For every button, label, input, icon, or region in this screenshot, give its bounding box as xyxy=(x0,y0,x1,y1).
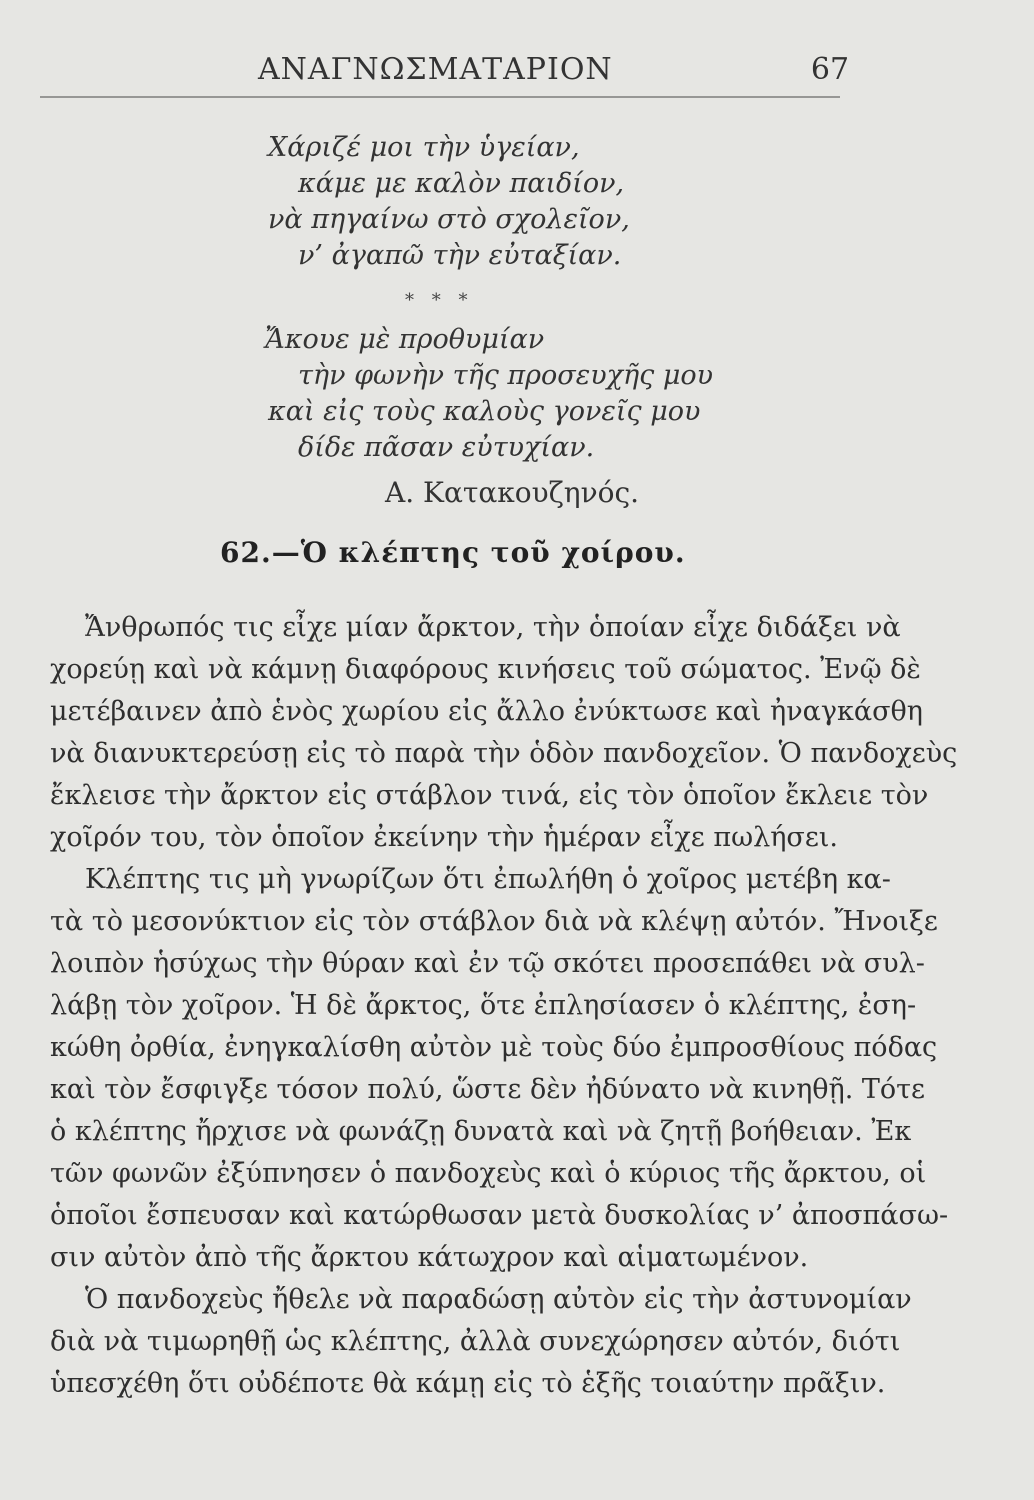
text-line: τὰ τὸ μεσονύκτιον εἰς τὸν στάβλον διὰ νὰ κλέψῃ αὐτόν. Ἤνοιξε xyxy=(50,906,938,937)
text-line: καὶ τὸν ἔσφιγξε τόσον πολύ, ὥστε δὲν ἠδύνατο νὰ κινηθῇ. Τότε xyxy=(50,1074,926,1105)
text-line: νὰ διανυκτερεύσῃ εἰς τὸ παρὰ τὴν ὁδὸν πανδοχεῖον. Ὁ πανδοχεὺς xyxy=(50,738,958,769)
poem-line: δίδε πᾶσαν εὐτυχίαν. xyxy=(298,432,595,463)
section-heading: 62.—Ὁ κλέπτης τοῦ χοίρου. xyxy=(220,536,686,569)
text-line: ὁ κλέπτης ἤρχισε νὰ φωνάζῃ δυνατὰ καὶ νὰ ζητῇ βοήθειαν. Ἐκ xyxy=(50,1116,912,1147)
text-line: Ὁ πανδοχεὺς ἤθελε νὰ παραδώσῃ αὐτὸν εἰς τὴν ἀστυνομίαν xyxy=(85,1284,912,1315)
text-line: διὰ νὰ τιμωρηθῇ ὡς κλέπτης, ἀλλὰ συνεχώρησεν αὐτόν, διότι xyxy=(50,1326,901,1357)
poem-line: Ἄκουε μὲ προθυμίαν xyxy=(265,324,545,355)
text-line: λάβῃ τὸν χοῖρον. Ἡ δὲ ἄρκτος, ὅτε ἐπλησίασεν ὁ κλέπτης, ἐση- xyxy=(50,990,917,1021)
text-line: χοῖρόν του, τὸν ὁποῖον ἐκείνην τὴν ἡμέραν εἶχε πωλήσει. xyxy=(50,822,838,853)
text-line: τῶν φωνῶν ἐξύπνησεν ὁ πανδοχεὺς καὶ ὁ κύριος τῆς ἄρκτου, οἱ xyxy=(50,1158,927,1189)
text-line: λοιπὸν ἡσύχως τὴν θύραν καὶ ἐν τῷ σκότει προσεπάθει νὰ συλ- xyxy=(50,948,925,979)
running-header-title: ΑΝΑΓΝΩΣΜΑΤΑΡΙΟΝ xyxy=(258,52,613,87)
poem-line: νὰ πηγαίνω στὸ σχολεῖον, xyxy=(268,204,630,235)
text-line: κώθη ὀρθία, ἐνηγκαλίσθη αὐτὸν μὲ τοὺς δύο ἐμπροσθίους πόδας xyxy=(50,1032,938,1063)
page-number: 67 xyxy=(810,52,850,87)
stanza-separator: * * * xyxy=(405,290,474,311)
header-rule xyxy=(40,96,840,98)
text-line: Ἄνθρωπός τις εἶχε μίαν ἄρκτον, τὴν ὁποίαν εἶχε διδάξει νὰ xyxy=(85,612,901,643)
poem-line: κάμε με καλὸν παιδίον, xyxy=(298,168,625,199)
text-line: ἔκλεισε τὴν ἄρκτον εἰς στάβλον τινά, εἰς τὸν ὁποῖον ἔκλειε τὸν xyxy=(50,780,929,811)
text-line: Κλέπτης τις μὴ γνωρίζων ὅτι ἐπωλήθη ὁ χοῖρος μετέβη κα- xyxy=(85,864,891,895)
poem-line: καὶ εἰς τοὺς καλοὺς γονεῖς μου xyxy=(268,396,701,427)
poem-line: ν’ ἀγαπῶ τὴν εὐταξίαν. xyxy=(298,240,622,271)
text-line: χορεύῃ καὶ νὰ κάμνῃ διαφόρους κινήσεις τοῦ σώματος. Ἐνῷ δὲ xyxy=(50,654,921,685)
poem-author: Α. Κατακουζηνός. xyxy=(385,476,640,509)
text-line: ὑπεσχέθη ὅτι οὐδέποτε θὰ κάμῃ εἰς τὸ ἑξῆς τοιαύτην πρᾶξιν. xyxy=(50,1368,886,1399)
text-line: μετέβαινεν ἀπὸ ἑνὸς χωρίου εἰς ἄλλο ἐνύκτωσε καὶ ἠναγκάσθη xyxy=(50,696,923,727)
text-line: σιν αὐτὸν ἀπὸ τῆς ἄρκτου κάτωχρον καὶ αἱματωμένον. xyxy=(50,1242,809,1273)
poem-line: Χάριζέ μοι τὴν ὑγείαν, xyxy=(268,132,580,163)
text-line: ὁποῖοι ἔσπευσαν καὶ κατώρθωσαν μετὰ δυσκολίας ν’ ἀποσπάσω- xyxy=(50,1200,949,1231)
poem-line: τὴν φωνὴν τῆς προσευχῆς μου xyxy=(298,360,714,391)
